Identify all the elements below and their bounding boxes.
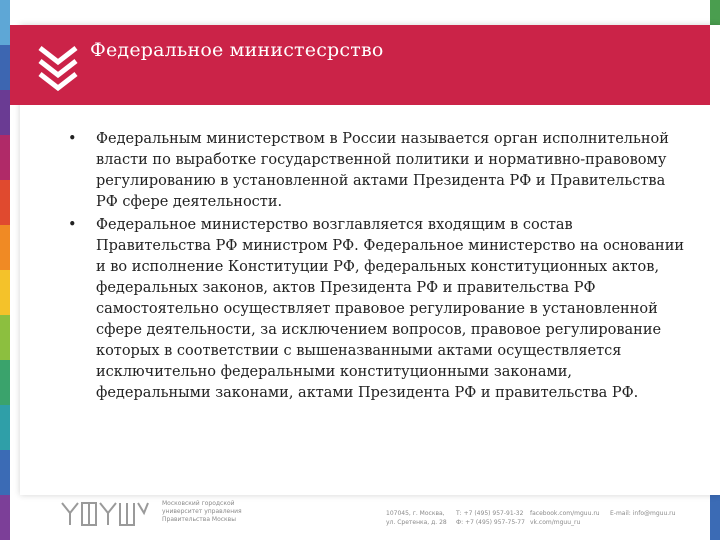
left-color-stripe: [0, 0, 10, 540]
slide-header: [10, 25, 710, 105]
bullet-item: [68, 215, 688, 404]
bullet-icon: •: [68, 217, 77, 233]
bullet-icon: •: [68, 131, 77, 147]
footer-phones: Т: +7 (495) 957-91-32 Ф: +7 (495) 957-75-77: [456, 510, 525, 526]
slide: [10, 0, 710, 540]
bullet-text: Федеральное министерство возглавляется входящим в состав Правительства РФ министром РФ. Федеральное министерство на основании и во исполнение Конституции РФ, федеральных конституционных актов, федеральных законов, актов Президента РФ и правительства РФ самостоятельно осуществляет правовое регулирование в установленной сфере деятельности, за исключением вопросов, правовое регулирование которых в соответствии с вышеназванными актами осуществляется исключительно федеральными конституционными законами, федеральными законами, актами Президента РФ и правительства РФ.: [96, 217, 685, 401]
triple-chevron-down-icon: [34, 42, 82, 92]
bullet-text: Федеральным министерством в России называется орган исполнительной власти по выработке государственной политики и нормативно-правовому регулированию в установленной актами Президента РФ и Правительства РФ сфере деятельности.: [96, 131, 669, 210]
footer-social-links[interactable]: [530, 509, 600, 527]
footer-email[interactable]: E-mail: info@mguu.ru: [610, 510, 676, 517]
footer-address: 107045, г. Москва, ул. Сретенка, д. 28: [386, 510, 447, 526]
facebook-link[interactable]: facebook.com/mguu.ru: [530, 510, 600, 517]
vk-link[interactable]: vk.com/mguu_ru: [530, 519, 581, 526]
bullet-item: [68, 129, 688, 213]
slide-footer: [10, 497, 710, 540]
bullet-list: [68, 129, 688, 406]
slide-title: Федеральное министесрство: [90, 39, 384, 61]
university-logo-icon: [60, 499, 150, 527]
university-name: Московский городской университет управления Правительства Москвы: [162, 500, 242, 523]
